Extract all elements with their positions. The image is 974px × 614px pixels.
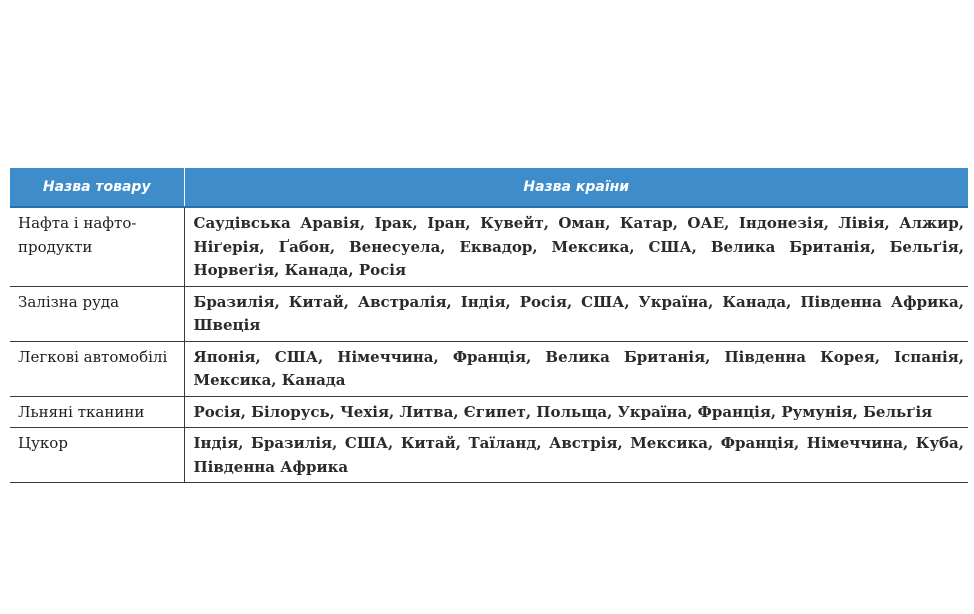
header-row <box>10 168 968 207</box>
table-row <box>10 286 968 341</box>
row-countries-linen: Росія, Білорусь, Чехія, Литва, Єгипет, Польща, Україна, Франція, Румунія, Бельґія <box>184 396 968 428</box>
table-body <box>10 207 968 483</box>
row-goods-linen: Льняні тканини <box>10 396 184 428</box>
row-goods-cars: Легкові автомобілі <box>10 341 184 396</box>
header-goods: Назва товару <box>10 168 184 207</box>
table-row <box>10 341 968 396</box>
table-header <box>10 168 968 207</box>
header-countries: Назва країни <box>184 168 968 207</box>
row-countries-sugar: Індія, Бразилія, США, Китай, Таїланд, Австрія, Мексика, Франція, Німеччина, Куба, Південна Африка <box>184 428 968 483</box>
row-countries-oil: Саудівська Аравія, Ірак, Іран, Кувейт, Оман, Катар, ОАЕ, Індонезія, Лівія, Алжир, Ніґерія, Ґабон, Венесуела, Еквадор, Мексика, США, Велика Британія, Бельґія, Норвеґія, Канада, Росія <box>184 207 968 286</box>
row-goods-iron-ore: Залізна руда <box>10 286 184 341</box>
table-row <box>10 207 968 286</box>
table-row <box>10 428 968 483</box>
goods-countries-table-container <box>10 168 968 483</box>
goods-countries-table <box>10 168 968 483</box>
table-row <box>10 396 968 428</box>
row-countries-iron-ore: Бразилія, Китай, Австралія, Індія, Росія, США, Україна, Канада, Південна Африка, Швеція <box>184 286 968 341</box>
row-goods-sugar: Цукор <box>10 428 184 483</box>
row-goods-oil: Нафта і нафтопродукти <box>10 207 184 286</box>
row-countries-cars: Японія, США, Німеччина, Франція, Велика Британія, Південна Корея, Іспанія, Мексика, Канада <box>184 341 968 396</box>
